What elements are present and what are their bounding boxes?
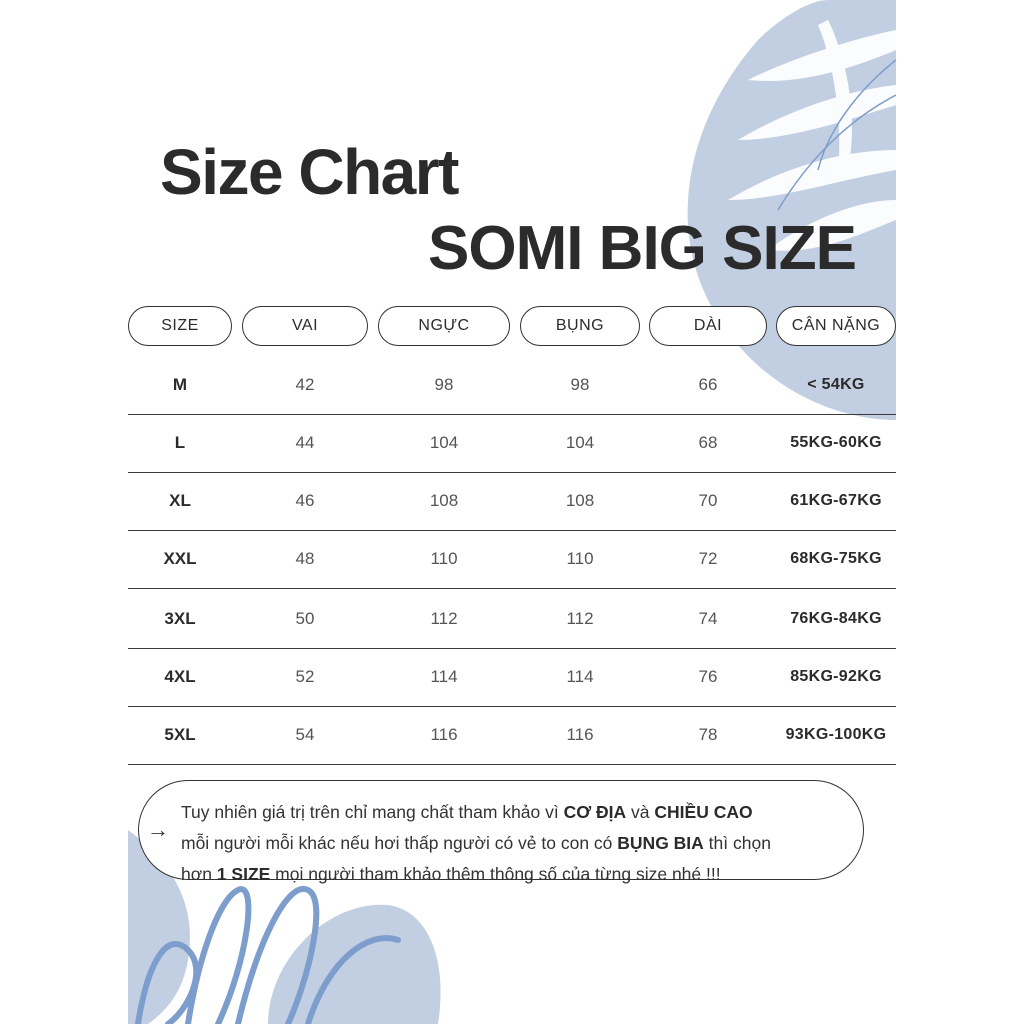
- table-cell-size: XXL: [163, 549, 197, 568]
- table-cell-cân-nặng: 76KG-84KG: [790, 610, 882, 627]
- table-cell-bụng: 114: [566, 667, 594, 686]
- table-cell-size: L: [174, 433, 186, 452]
- table-cell-dài: 66: [698, 375, 718, 394]
- note-text-2: và: [626, 802, 655, 822]
- arrow-right-icon: →: [147, 817, 169, 842]
- header-nguc: NGỰC: [378, 306, 510, 346]
- table-cell-dài: 68: [698, 433, 718, 452]
- table-cell-ngực: 114: [430, 667, 458, 686]
- table-row: [128, 590, 896, 649]
- table-cell-cân-nặng: 68KG-75KG: [790, 550, 882, 567]
- table-cell-dài: 72: [698, 549, 718, 568]
- note-text-3: mỗi người mỗi khác nếu hơi thấp người có vẻ to con có: [181, 833, 618, 853]
- table-cell-cân-nặng: < 54KG: [807, 376, 865, 393]
- note-bold-bung-bia: BỤNG BIA: [617, 833, 704, 853]
- note-bold-chieu-cao: CHIỀU CAO: [654, 802, 753, 822]
- table-cell-ngực: 112: [430, 609, 458, 628]
- table-cell-vai: 52: [295, 667, 315, 686]
- table-cell-vai: 46: [295, 491, 315, 510]
- table-cell-vai: 42: [295, 375, 315, 394]
- header-dai: DÀI: [649, 306, 767, 346]
- table-cell-bụng: 112: [566, 609, 594, 628]
- table-cell-ngực: 108: [429, 491, 459, 510]
- table-cell-cân-nặng: 93KG-100KG: [785, 726, 887, 743]
- table-cell-size: M: [172, 375, 188, 394]
- table-cell-bụng: 116: [566, 725, 594, 744]
- table-cell-vai: 54: [295, 725, 315, 744]
- table-cell-ngực: 104: [429, 433, 459, 452]
- table-cell-bụng: 104: [565, 433, 595, 452]
- table-cell-cân-nặng: 55KG-60KG: [790, 434, 882, 451]
- table-row: [128, 414, 896, 473]
- size-chart-page: [128, 0, 896, 1024]
- note-text-5: hơn: [181, 864, 217, 884]
- note-bold-co-dia: CƠ ĐỊA: [563, 802, 627, 822]
- table-cell-size: 5XL: [164, 725, 196, 744]
- table-cell-size: 3XL: [164, 609, 196, 628]
- table-row: [128, 648, 896, 707]
- table-cell-size: 4XL: [164, 667, 196, 686]
- table-cell-cân-nặng: 85KG-92KG: [790, 668, 882, 685]
- table-row: [128, 356, 896, 415]
- table-cell-ngực: 98: [434, 375, 454, 394]
- table-cell-vai: 50: [295, 609, 315, 628]
- header-bung: BỤNG: [520, 306, 640, 346]
- table-cell-ngực: 110: [430, 549, 458, 568]
- note-text-4: thì chọn: [703, 833, 771, 853]
- note-text-6: mọi người tham khảo thêm thông số của từng size nhé !!!: [270, 864, 721, 884]
- table-cell-bụng: 98: [570, 375, 590, 394]
- header-vai: VAI: [242, 306, 368, 346]
- table-cell-dài: 74: [698, 609, 718, 628]
- header-can-nang: CÂN NẶNG: [776, 306, 896, 346]
- table-cell-vai: 48: [295, 549, 315, 568]
- table-cell-ngực: 116: [430, 725, 458, 744]
- table-cell-dài: 76: [698, 667, 718, 686]
- table-cell-dài: 70: [698, 491, 718, 510]
- table-cell-cân-nặng: 61KG-67KG: [790, 492, 882, 509]
- size-table: [128, 306, 896, 744]
- page-title: Size Chart: [160, 136, 458, 208]
- table-cell-vai: 44: [295, 433, 315, 452]
- note-bold-1-size: 1 SIZE: [216, 864, 271, 884]
- note-text: [181, 797, 861, 890]
- table-row: [128, 472, 896, 531]
- table-cell-size: XL: [169, 491, 191, 510]
- table-row: [128, 706, 896, 765]
- table-cell-dài: 78: [698, 725, 718, 744]
- table-cell-bụng: 108: [565, 491, 595, 510]
- table-row: [128, 530, 896, 589]
- note-text-1: Tuy nhiên giá trị trên chỉ mang chất tham khảo vì: [181, 802, 564, 822]
- table-cell-bụng: 110: [566, 549, 594, 568]
- header-size: SIZE: [128, 306, 232, 346]
- note-box: [138, 780, 864, 884]
- page-subtitle: SOMI BIG SIZE: [428, 214, 856, 283]
